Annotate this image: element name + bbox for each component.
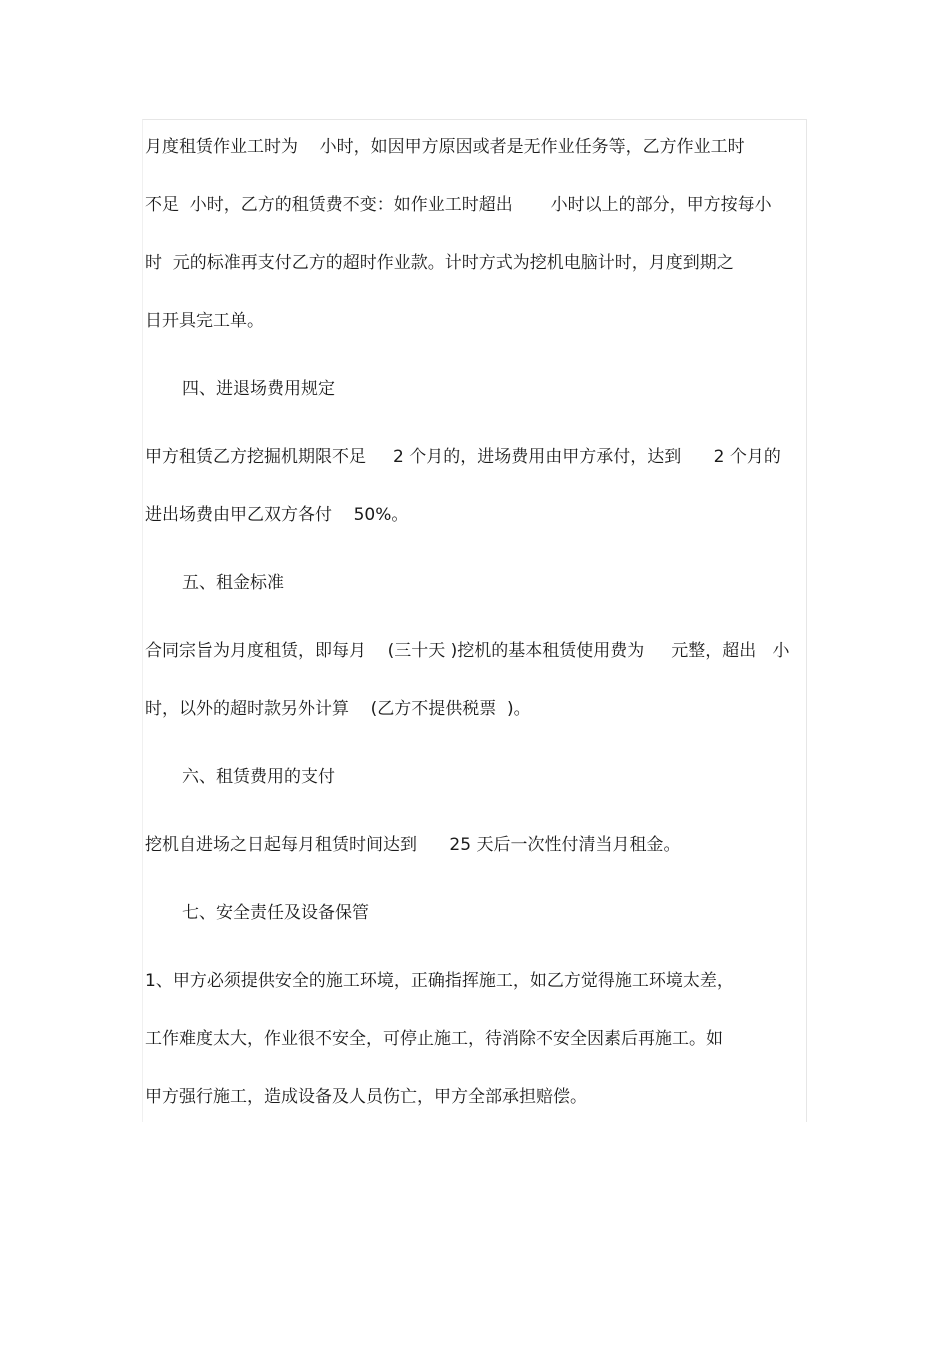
paragraph-line-safety-environment: 1、甲方必须提供安全的施工环境，正确指挥施工，如乙方觉得施工环境太差， — [145, 971, 734, 991]
paragraph-line-fee-split: 进出场费由甲乙双方各付 50%。 — [145, 505, 409, 525]
paragraph-line-monthly-rent: 合同宗旨为月度租赁，即每月 (三十天 )挖机的基本租赁使用费为 元整，超出 小 — [145, 641, 790, 661]
paragraph-line-extra-charge: 时，以外的超时款另外计算 (乙方不提供税票 )。 — [145, 699, 531, 719]
paragraph-line-timing-method: 时 元的标准再支付乙方的超时作业款。计时方式为挖机电脑计时，月度到期之 — [145, 253, 734, 273]
paragraph-line-entry-fee: 甲方租赁乙方挖掘机期限不足 2 个月的，进场费用由甲方承付，达到 2 个月的 — [145, 447, 781, 467]
paragraph-line-payment-terms: 挖机自进场之日起每月租赁时间达到 25 天后一次性付清当月租金。 — [145, 835, 681, 855]
paragraph-line-overtime: 不足 小时，乙方的租赁费不变：如作业工时超出 小时以上的部分，甲方按每小 — [145, 195, 772, 215]
paragraph-line-monthly-hours: 月度租赁作业工时为 小时，如因甲方原因或者是无作业任务等，乙方作业工时 — [145, 137, 745, 157]
paragraph-line-completion-sheet: 日开具完工单。 — [145, 311, 264, 331]
section-heading-safety-custody: 七、安全责任及设备保管 — [182, 903, 369, 923]
section-heading-entry-exit-fees: 四、进退场费用规定 — [182, 379, 335, 399]
section-heading-rent-standard: 五、租金标准 — [182, 573, 284, 593]
paragraph-line-compensation: 甲方强行施工，造成设备及人员伤亡，甲方全部承担赔偿。 — [145, 1087, 587, 1107]
paragraph-line-stop-work: 工作难度太大，作业很不安全，可停止施工，待消除不安全因素后再施工。如 — [145, 1029, 723, 1049]
section-heading-rent-payment: 六、租赁费用的支付 — [182, 767, 335, 787]
